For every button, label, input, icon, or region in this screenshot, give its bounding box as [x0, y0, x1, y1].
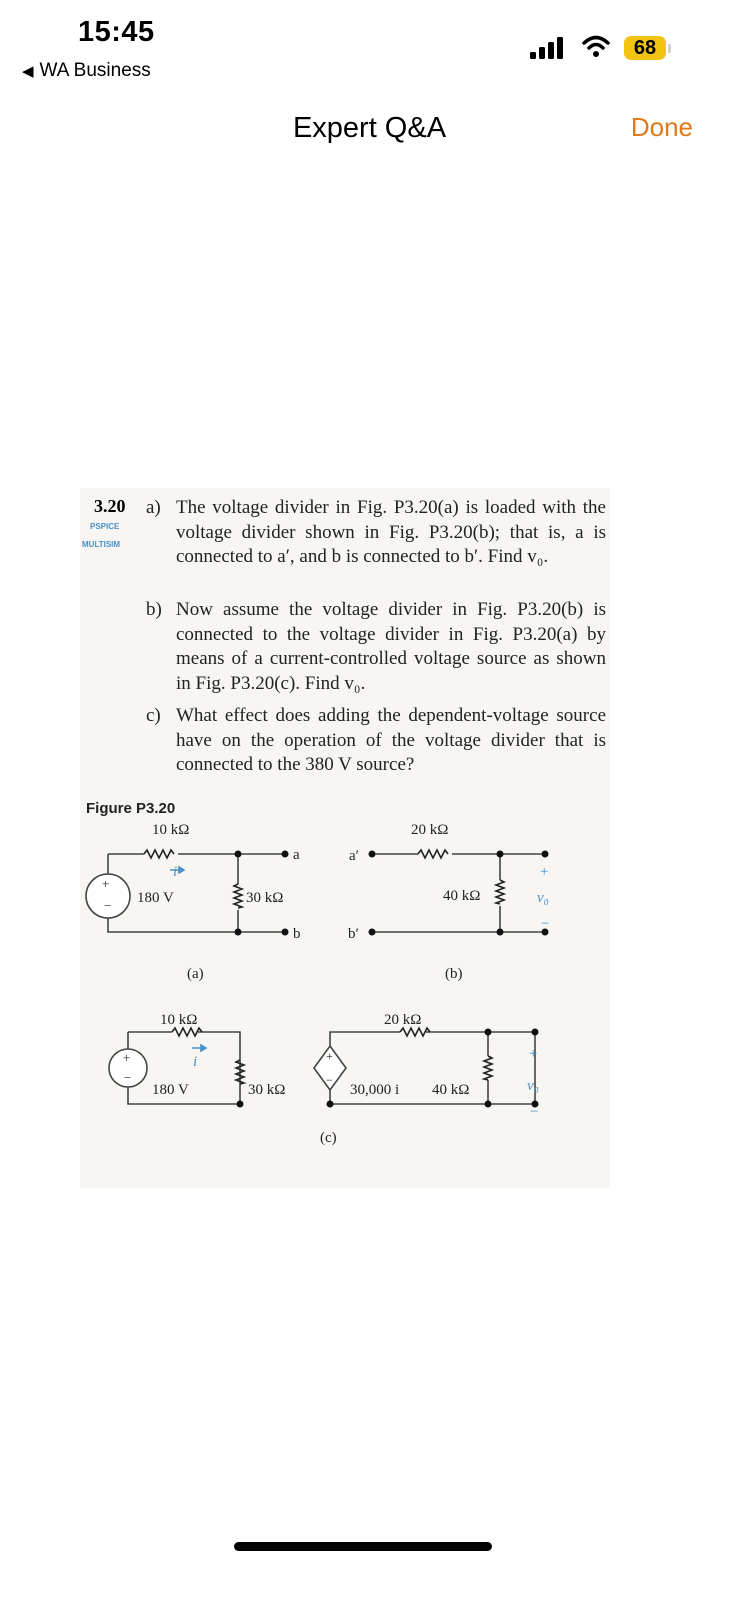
fig-c-caption: (c): [320, 1130, 337, 1146]
fig-a-r1-label: 10 kΩ: [152, 822, 190, 838]
wifi-icon: [582, 34, 610, 58]
fig-a-source-label: 180 V: [137, 890, 174, 906]
done-button[interactable]: Done: [630, 112, 693, 142]
battery-level: 68: [624, 36, 666, 60]
problem-number: 3.20: [94, 496, 126, 516]
problem-part-c: c) What effect does adding the dependent-voltage source have on the operation of the voltage divider that is connected to the 380 V source?: [146, 705, 606, 775]
fig-b-r2-label: 40 kΩ: [443, 888, 481, 904]
svg-text:−: −: [104, 898, 112, 913]
svg-text:−: −: [326, 1073, 333, 1087]
fig-b-node-a: a′: [349, 848, 359, 864]
page-title: Expert Q&A: [292, 112, 447, 144]
fig-b-node-b: b′: [348, 926, 359, 942]
fig-b-r1-label: 20 kΩ: [411, 822, 449, 838]
fig-c-current-label: i: [193, 1054, 198, 1070]
fig-a-current-label: i: [173, 864, 178, 880]
fig-c-r4-label: 40 kΩ: [432, 1082, 470, 1098]
fig-a-node-a: a: [293, 847, 300, 863]
fig-c-plus: +: [529, 1046, 538, 1062]
figure-title: Figure P3.20: [86, 800, 176, 817]
back-triangle-icon: ◀: [22, 63, 34, 80]
svg-text:+: +: [326, 1049, 333, 1063]
fig-c-vo: v₀: [527, 1078, 539, 1094]
question-image: [80, 488, 610, 1188]
home-indicator[interactable]: [234, 1542, 492, 1551]
status-time: 15:45: [78, 16, 155, 48]
fig-c-dep-source-label: 30,000 i: [350, 1082, 400, 1098]
back-app-label: WA Business: [39, 60, 151, 81]
svg-text:+: +: [123, 1050, 131, 1065]
fig-b-minus: −: [541, 916, 550, 932]
fig-b-caption: (b): [445, 966, 463, 982]
fig-a-r2-label: 30 kΩ: [246, 890, 284, 906]
battery-indicator: [624, 36, 674, 62]
problem-part-a: a) The voltage divider in Fig. P3.20(a) is loaded with the voltage divider shown in Fig. P3.20(b); that is, a is connected to a′, and b is connected to b′. Find v₀.: [146, 497, 606, 567]
problem-part-b: b) Now assume the voltage divider in Fig. P3.20(b) is connected to the voltage divider in Fig. P3.20(a) by means of a current-controlled voltage source as shown in Fig. P3.20(c). Find v₀.: [146, 599, 606, 694]
fig-a-node-b: b: [293, 926, 301, 942]
svg-text:+: +: [102, 876, 110, 891]
fig-b-vo: v₀: [537, 890, 549, 906]
fig-c-r3-label: 20 kΩ: [384, 1012, 422, 1028]
fig-b-plus: +: [540, 864, 549, 880]
fig-c-source-label: 180 V: [152, 1082, 189, 1098]
fig-c-r2-label: 30 kΩ: [248, 1082, 286, 1098]
multisim-tag: MULTISIM: [82, 540, 121, 549]
fig-c-r1-label: 10 kΩ: [160, 1012, 198, 1028]
svg-text:−: −: [124, 1070, 132, 1085]
cellular-signal-icon: [530, 37, 566, 59]
fig-a-caption: (a): [187, 966, 204, 982]
circuit-figure: [80, 814, 610, 1188]
back-to-app-link[interactable]: [22, 60, 151, 82]
pspice-tag: PSPICE: [90, 522, 120, 531]
fig-c-minus: −: [530, 1104, 539, 1120]
